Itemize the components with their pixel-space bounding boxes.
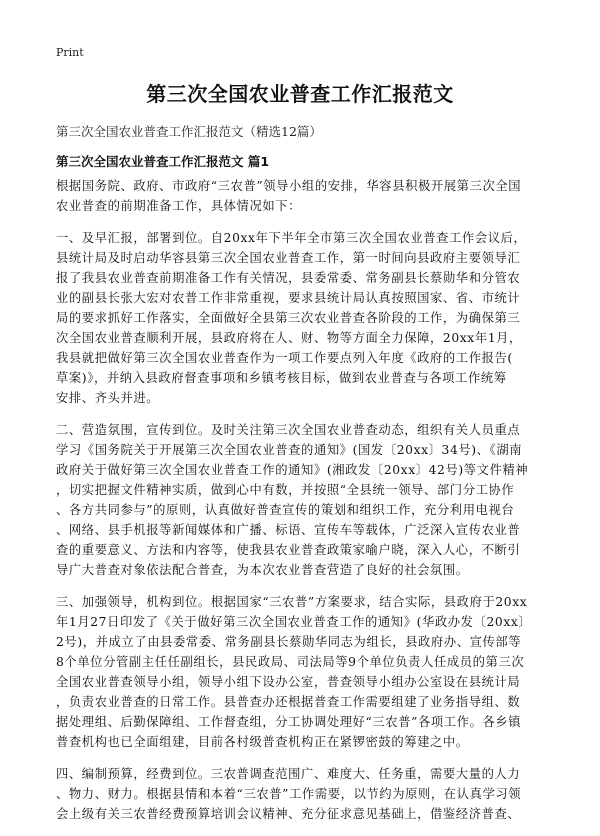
text-line: 8个单位分管副主任任副组长，县民政局、司法局等9个单位负责人任成员的第三次 (56, 655, 525, 669)
paragraph-section-4 (56, 764, 546, 824)
text-line: 业的副县长张大宏对农普工作非常重视，要求县统计局认真按照国家、省、市统计 (56, 291, 521, 305)
text-line: 全国农业普查领导小组，领导小组下设办公室，普查领导小组办公室设在县统计局 (56, 675, 521, 689)
text-line: 三、加强领导，机构到位。根据国家“三农普”方案要求，结合实际，县政府于20xx (56, 595, 528, 609)
text-line: 根据国务院、政府、市政府“三农普”领导小组的安排，华容县积极开展第三次全国 (56, 179, 522, 193)
text-line: 次全国农业普查顺利开展，县政府将在人、财、物等方面全力保障，20xx年1月， (56, 331, 522, 345)
paragraph-section-1 (56, 228, 546, 408)
text-line: 年1月27日印发了《关于做好第三次全国农业普查工作的通知》(华政办发〔20xx〕 (56, 615, 532, 629)
section-heading: 第三次全国农业普查工作汇报范文 篇1 (56, 154, 270, 169)
text-line: 农业普查的前期准备工作，具体情况如下： (56, 199, 302, 213)
text-line: 、网络、县手机报等新闻媒体和广播、标语、宣传车等载体，广泛深入宣传农业普 (56, 523, 521, 537)
text-line: 政府关于做好第三次全国农业普查工作的通知》(湘政发〔20xx〕42号)等文件精神 (56, 463, 529, 477)
text-line: 据处理组、后勤保障组、工作督查组，分工协调处理好“三农普”各项工作。各乡镇 (56, 715, 522, 729)
document-body (56, 176, 546, 836)
paragraph-section-2 (56, 420, 546, 580)
text-line: 我县就把做好第三次全国农业普查作为一项工作要点列入年度《政府的工作报告( (56, 351, 513, 365)
text-line: 、物力、财力。根据县情和本着“三农普”工作需要，以节约为原则，在认真学习领 (56, 787, 522, 801)
text-line: 二、营造氛围，宣传到位。及时关注第三次全国农业普查动态，组织有关人员重点 (56, 423, 521, 437)
text-line: 四、编制预算，经费到位。三农普调查范围广、难度大、任务重，需要大量的人力 (56, 767, 521, 781)
print-label[interactable]: Print (56, 46, 84, 59)
page-title: 第三次全国农业普查工作汇报范文 (146, 82, 454, 106)
text-line: 普查机构也已全面组建，目前各村级普查机构正在紧锣密鼓的筹建之中。 (56, 735, 469, 749)
paragraph-section-3 (56, 592, 546, 752)
document-subtitle: 第三次全国农业普查工作汇报范文（精选12篇） (56, 124, 322, 139)
text-line: 2号)，并成立了由县委常委、常务副县长蔡勋华同志为组长，县政府办、宣传部等 (56, 635, 522, 649)
text-line: 安排、齐头并进。 (56, 391, 160, 405)
text-line: 草案)》，并纳入县政府督查事项和乡镇考核目标，做到农业普查与各项工作统筹 (56, 371, 507, 385)
text-line: 会上级有关三农普经费预算培训会议精神、充分征求意见基础上，借鉴经济普查、 (56, 807, 521, 821)
text-line: 报了我县农业普查前期准备工作有关情况，县委常委、常务副县长蔡勋华和分管农 (56, 271, 521, 285)
text-line: 一、及早汇报，部署到位。自20xx年下半年全市第三次全国农业普查工作会议后， (56, 231, 527, 245)
text-line: ，切实把握文件精神实质，做到心中有数，并按照“全县统一领导、部门分工协作 (56, 483, 515, 497)
text-line: 导广大普查对象依法配合普查，为本次农业普查营造了良好的社会氛围。 (56, 563, 469, 577)
text-line: 查的重要意义、方法和内容等，使我县农业普查政策家喻户晓，深入人心，不断引 (56, 543, 521, 557)
text-line: 局的要求抓好工作落实，全面做好全县第三次农业普查各阶段的工作，为确保第三 (56, 311, 521, 325)
text-line: 、各方共同参与”的原则，认真做好普查宣传的策划和组织工作，充分利用电视台 (56, 503, 515, 517)
text-line: 学习《国务院关于开展第三次全国农业普查的通知》(国发〔20xx〕34号)、《湖南 (56, 443, 523, 457)
text-line: 县统计局及时启动华容县第三次全国农业普查工作，第一时间向县政府主要领导汇 (56, 251, 521, 265)
paragraph-intro (56, 176, 546, 216)
text-line: ，负责农业普查的日常工作。县普查办还根据普查工作需要组建了业务指导组、数 (56, 695, 521, 709)
